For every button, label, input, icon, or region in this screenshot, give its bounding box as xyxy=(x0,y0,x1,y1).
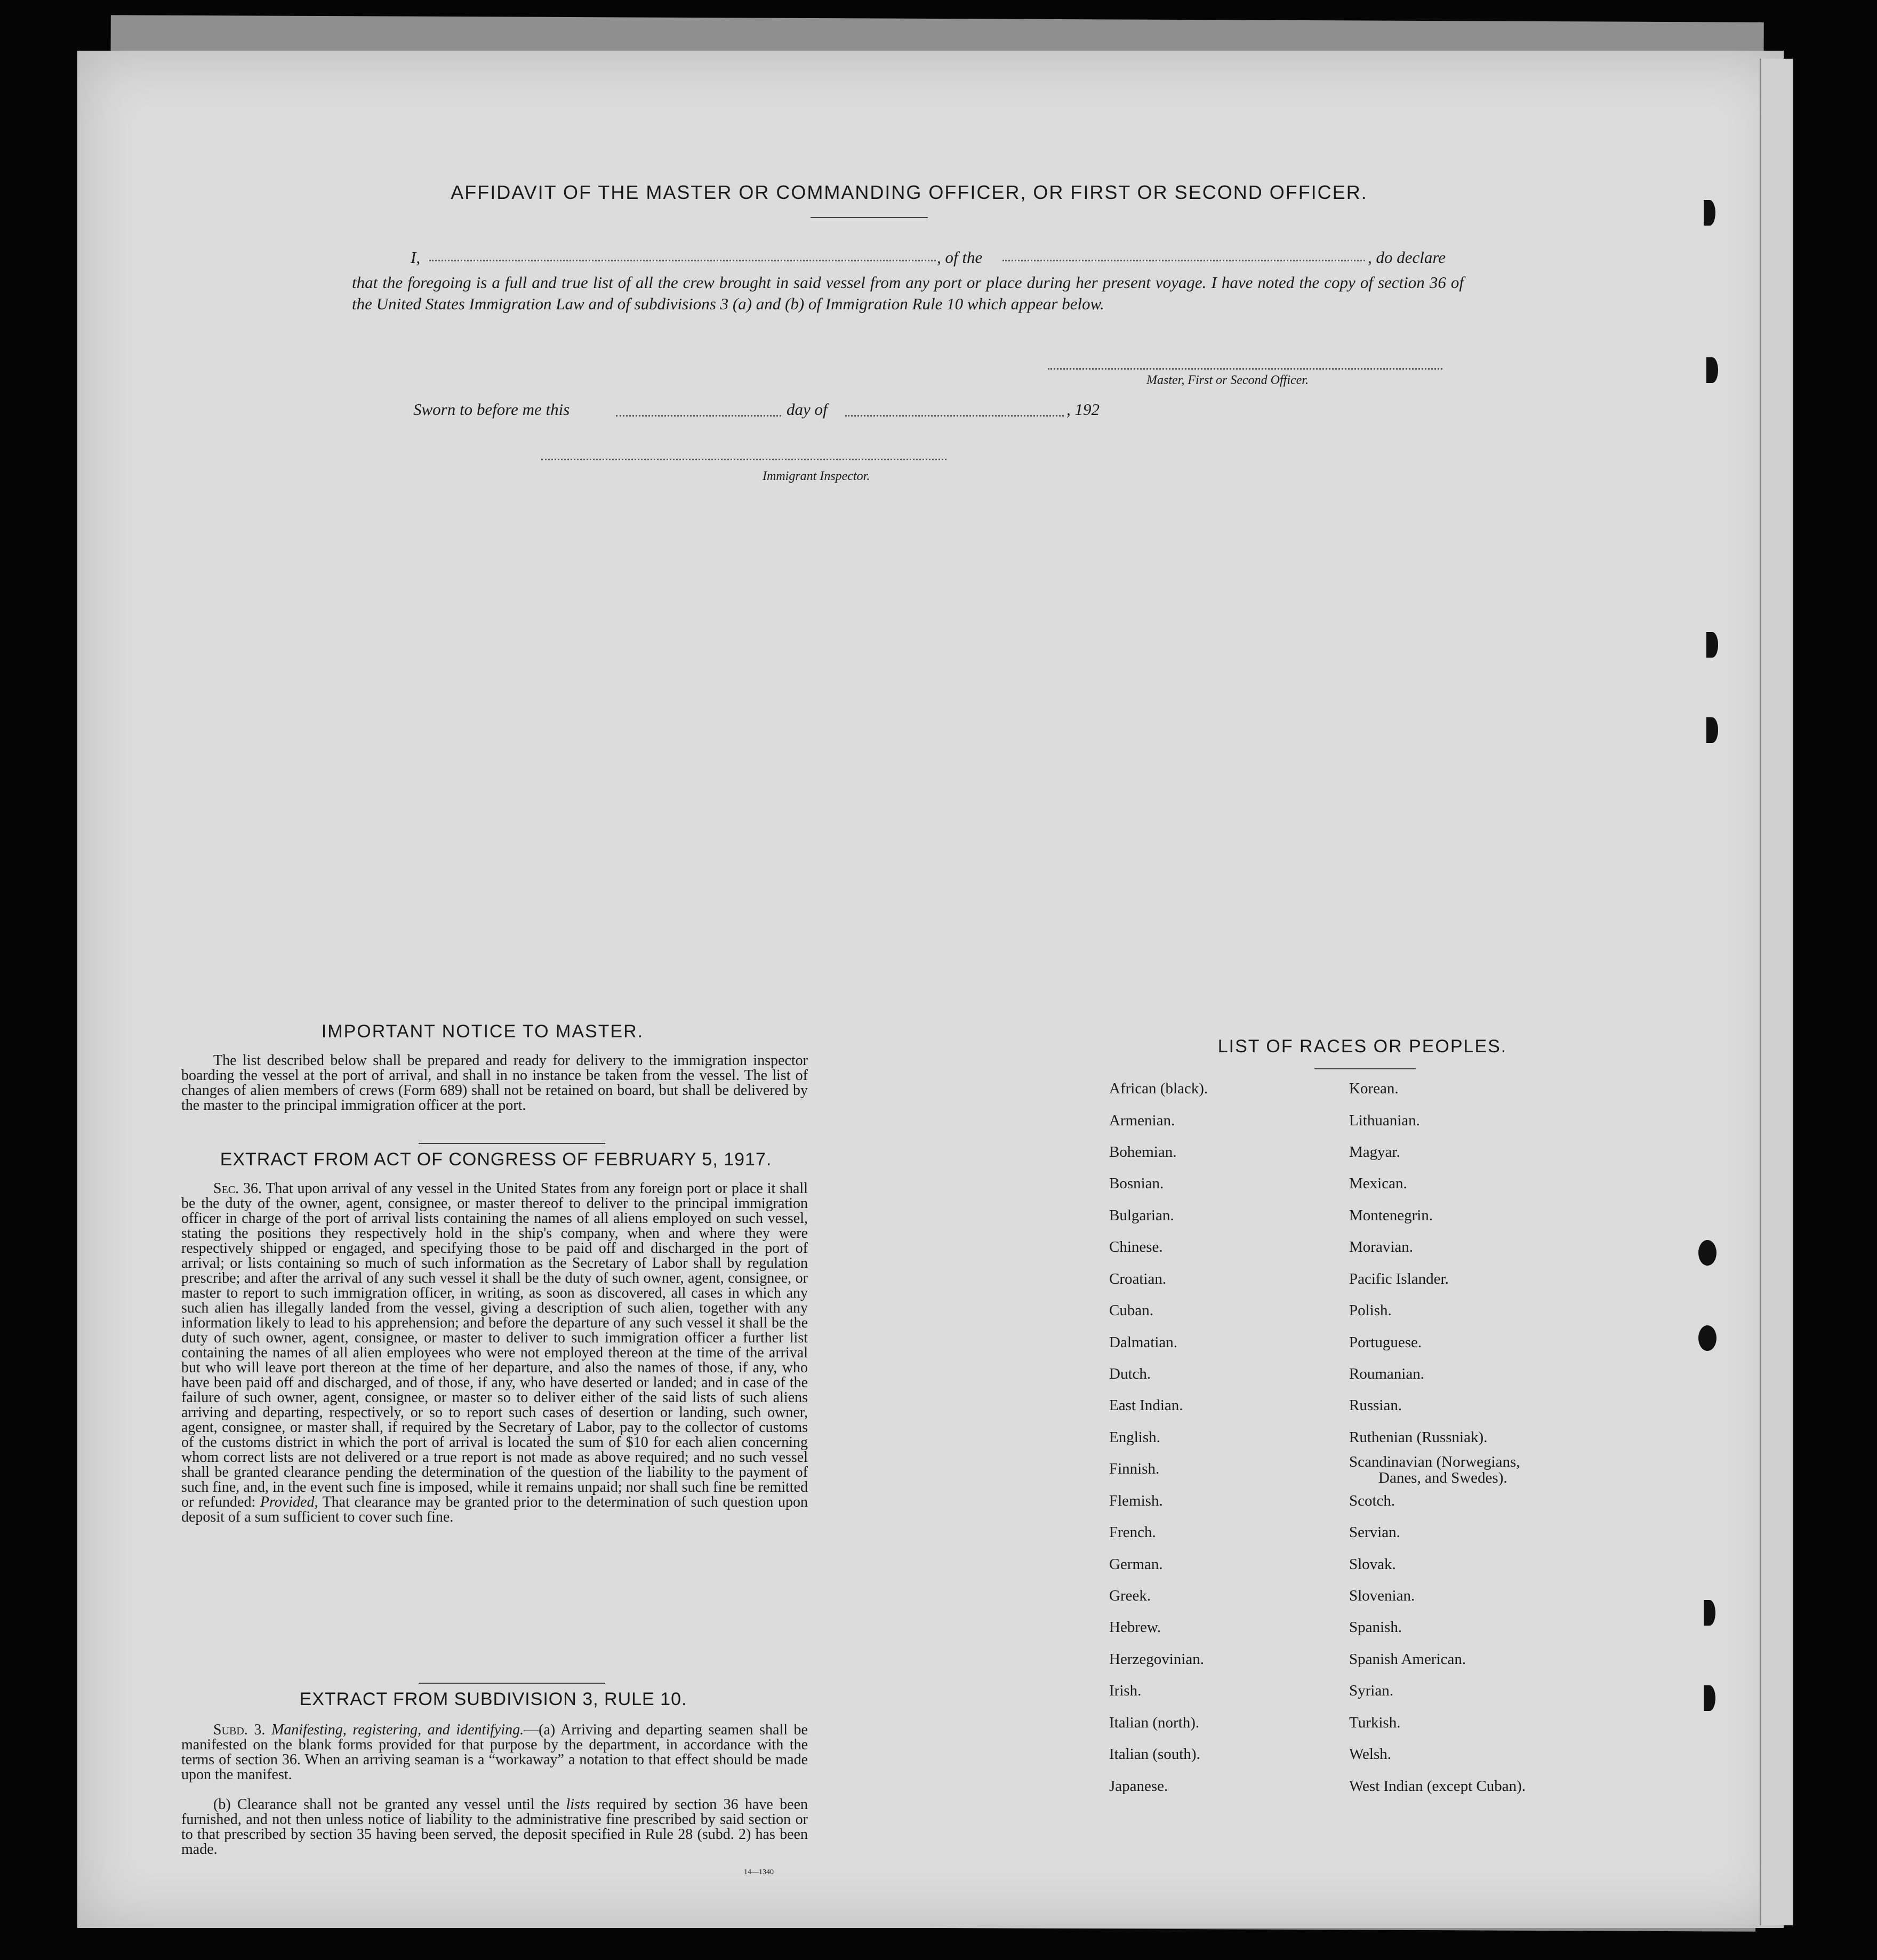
race-right-22: Welsh. xyxy=(1349,1746,1392,1763)
race-left-9: Dutch. xyxy=(1109,1365,1151,1382)
race-right-21: Turkish. xyxy=(1349,1714,1401,1731)
race-left-8: Dalmatian. xyxy=(1109,1334,1178,1351)
affidavit-title: AFFIDAVIT OF THE MASTER OR COMMANDING OFFICER, OR FIRST OR SECOND OFFICER. xyxy=(451,181,1368,203)
race-right-10: Russian. xyxy=(1349,1397,1402,1414)
section-label: Sec. 36. xyxy=(213,1180,262,1197)
race-right-16: Slovak. xyxy=(1349,1556,1396,1573)
race-left-17: Hebrew. xyxy=(1109,1619,1161,1636)
race-left-18: Herzegovinian. xyxy=(1109,1651,1204,1668)
race-right-7: Polish. xyxy=(1349,1302,1392,1319)
race-left-16: Greek. xyxy=(1109,1587,1151,1604)
race-right-6: Pacific Islander. xyxy=(1349,1270,1449,1287)
subd-label: Subd. 3. xyxy=(213,1722,266,1738)
race-right-17: Slovenian. xyxy=(1349,1587,1415,1604)
notice-title: IMPORTANT NOTICE TO MASTER. xyxy=(321,1021,644,1042)
punch-hole xyxy=(1698,1325,1716,1351)
race-left-11: English. xyxy=(1109,1429,1160,1446)
document-page xyxy=(77,51,1784,1928)
race-right-8: Portuguese. xyxy=(1349,1334,1422,1351)
master-signature-blank xyxy=(1048,368,1442,370)
sworn-prefix: Sworn to before me this xyxy=(413,400,570,419)
section-36-text-end: That clearance may be granted prior to the determination of such question upon deposit of a sum sufficient to cover such fine. xyxy=(181,1494,808,1525)
extract-act-text xyxy=(181,1181,808,1525)
race-right-13: Danes, and Swedes). xyxy=(1378,1469,1507,1486)
page-stack-edge xyxy=(1760,59,1793,1925)
race-left-21: Italian (south). xyxy=(1109,1746,1200,1763)
name-blank xyxy=(429,260,936,261)
sworn-day-of: day of xyxy=(787,400,828,419)
para-b-lists: lists xyxy=(566,1796,590,1813)
race-right-23: West Indian (except Cuban). xyxy=(1349,1778,1526,1795)
race-right-11: Ruthenian (Russniak). xyxy=(1349,1429,1488,1446)
race-right-1: Lithuanian. xyxy=(1349,1112,1420,1129)
race-left-2: Bohemian. xyxy=(1109,1143,1177,1161)
race-right-12: Scandinavian (Norwegians, xyxy=(1349,1453,1520,1470)
punch-hole xyxy=(1706,717,1718,743)
race-right-3: Mexican. xyxy=(1349,1175,1407,1192)
extract-rule-para-a xyxy=(181,1723,808,1782)
race-right-0: Korean. xyxy=(1349,1080,1399,1097)
punch-hole xyxy=(1698,1240,1716,1266)
section-36-text: That upon arrival of any vessel in the United States from any foreign port or place it shall be the duty of the owner, agent, consignee, or master thereof to deliver to the principal immigration officer in charge of the port of arrival lists containing the names of all aliens employed on such vessel, stating the positions they respectively hold in the ship's company, when and where they were respectively shipped or engaged, and specifying those to be paid off and discharged in the port of arrival; or lists containing so much of such information as the Secretary of Labor shall by regulation prescribe; and after the arrival of any such vessel it shall be the duty of such owner, agent, consignee, or master to report to such immigration officer, in writing, as soon as discovered, all cases in which any such alien has illegally landed from the vessel, giving a description of such alien, together with any information likely to lead to his apprehension; and before the departure of any such vessel it shall be the duty of such owner, agent, consignee, or master to deliver to such immigration officer a further list containing the names of all alien employees who were not employed thereon at the time of the arrival but who will leave port thereon at the time of her departure, and also the names of those, if any, who have been paid off and discharged, and of those, if any, who have deserted or landed; and in case of the failure of such owner, agent, consignee, or master so to deliver either of the said lists of such aliens arriving and departing, respectively, or so to report such cases of desertion or landing, such owner, agent, consignee, or master shall, if required by the Secretary of Labor, pay to the collector of customs of the customs district in which the port of arrival is located the sum of $10 for each alien concerning whom correct lists are not delivered or a true report is not made as above required; and no such vessel shall be granted clearance pending the determination of the question of the liability to the payment of such fine, and, in the event such fine is imposed, while it remains unpaid; nor shall such fine be remitted or refunded: xyxy=(181,1180,808,1510)
punch-hole xyxy=(1704,1600,1715,1626)
race-left-14: French. xyxy=(1109,1524,1156,1541)
master-signature-label: Master, First or Second Officer. xyxy=(1146,373,1309,387)
vessel-blank xyxy=(1002,260,1365,261)
race-left-12: Finnish. xyxy=(1109,1460,1160,1477)
day-blank xyxy=(616,415,781,417)
race-left-6: Croatian. xyxy=(1109,1270,1167,1287)
race-left-19: Irish. xyxy=(1109,1682,1142,1699)
para-b-start: (b) Clearance shall not be granted any vessel until the xyxy=(213,1796,566,1813)
month-blank xyxy=(845,415,1064,417)
inspector-label: Immigrant Inspector. xyxy=(763,469,870,483)
inspector-signature-blank xyxy=(541,459,946,460)
race-right-19: Spanish American. xyxy=(1349,1651,1466,1668)
punch-hole xyxy=(1704,1685,1715,1711)
race-right-9: Roumanian. xyxy=(1349,1365,1424,1382)
race-left-13: Flemish. xyxy=(1109,1492,1163,1509)
race-right-2: Magyar. xyxy=(1349,1143,1400,1161)
race-left-20: Italian (north). xyxy=(1109,1714,1200,1731)
affidavit-text: that the foregoing is a full and true list of all the crew brought in said vessel from any port or place during her present voyage. I have noted the copy of section 36 of the United States Immigration Law and of subdivisions 3 (a) and (b) of Immigration Rule 10 which appear below. xyxy=(352,273,1464,313)
punch-hole xyxy=(1704,200,1715,226)
race-left-0: African (black). xyxy=(1109,1080,1208,1097)
affidavit-declare: , do declare xyxy=(1368,248,1446,267)
notice-text: The list described below shall be prepared and ready for delivery to the immigration inspector boarding the vessel at the port of arrival, and shall in no instance be taken from the vessel. The list of changes of alien members of crews (Form 689) shall not be retained on board, but shall be delivered by the master to the principal immigration officer at the port. xyxy=(181,1052,808,1114)
subd-para-a: —(a) Arriving and departing seamen shall be manifested on the blank forms provided for that purpose by the department, in accordance with the terms of section 36. When an arriving seaman is a “workaway” a notation to that effect should be made upon the manifest. xyxy=(181,1722,808,1783)
extract-act-title: EXTRACT FROM ACT OF CONGRESS OF FEBRUARY 5, 1917. xyxy=(220,1149,772,1170)
race-left-4: Bulgarian. xyxy=(1109,1207,1174,1224)
para-b-end: required by section 36 have been furnished, and not then unless notice of liability to the administrative fine prescribed by said section or to that prescribed by section 35 having been served, the deposit specified in Rule 28 (subd. 2) has been made. xyxy=(181,1796,808,1858)
divider xyxy=(1314,1068,1416,1069)
divider xyxy=(419,1683,605,1684)
extract-rule-para-b xyxy=(181,1797,808,1857)
race-right-5: Moravian. xyxy=(1349,1238,1413,1255)
race-left-3: Bosnian. xyxy=(1109,1175,1164,1192)
race-right-18: Spanish. xyxy=(1349,1619,1402,1636)
races-title: LIST OF RACES OR PEOPLES. xyxy=(1217,1036,1507,1057)
subd-heading: Manifesting, registering, and identifying. xyxy=(271,1722,524,1738)
race-left-7: Cuban. xyxy=(1109,1302,1153,1319)
race-right-4: Montenegrin. xyxy=(1349,1207,1433,1224)
provided-word: Provided, xyxy=(260,1494,318,1510)
race-right-15: Servian. xyxy=(1349,1524,1400,1541)
race-left-5: Chinese. xyxy=(1109,1238,1163,1255)
punch-hole xyxy=(1706,357,1718,383)
race-left-15: German. xyxy=(1109,1556,1163,1573)
divider xyxy=(811,217,928,218)
race-left-22: Japanese. xyxy=(1109,1778,1168,1795)
sworn-year: , 192 xyxy=(1066,400,1100,419)
form-number: 14—1340 xyxy=(744,1868,774,1876)
race-right-20: Syrian. xyxy=(1349,1682,1393,1699)
race-left-10: East Indian. xyxy=(1109,1397,1183,1414)
affidavit-of-the: , of the xyxy=(937,248,983,267)
divider xyxy=(419,1143,605,1144)
race-left-1: Armenian. xyxy=(1109,1112,1175,1129)
punch-hole xyxy=(1706,632,1718,658)
affidavit-i: I, xyxy=(411,248,421,267)
extract-rule-title: EXTRACT FROM SUBDIVISION 3, RULE 10. xyxy=(299,1689,687,1709)
race-right-14: Scotch. xyxy=(1349,1492,1395,1509)
